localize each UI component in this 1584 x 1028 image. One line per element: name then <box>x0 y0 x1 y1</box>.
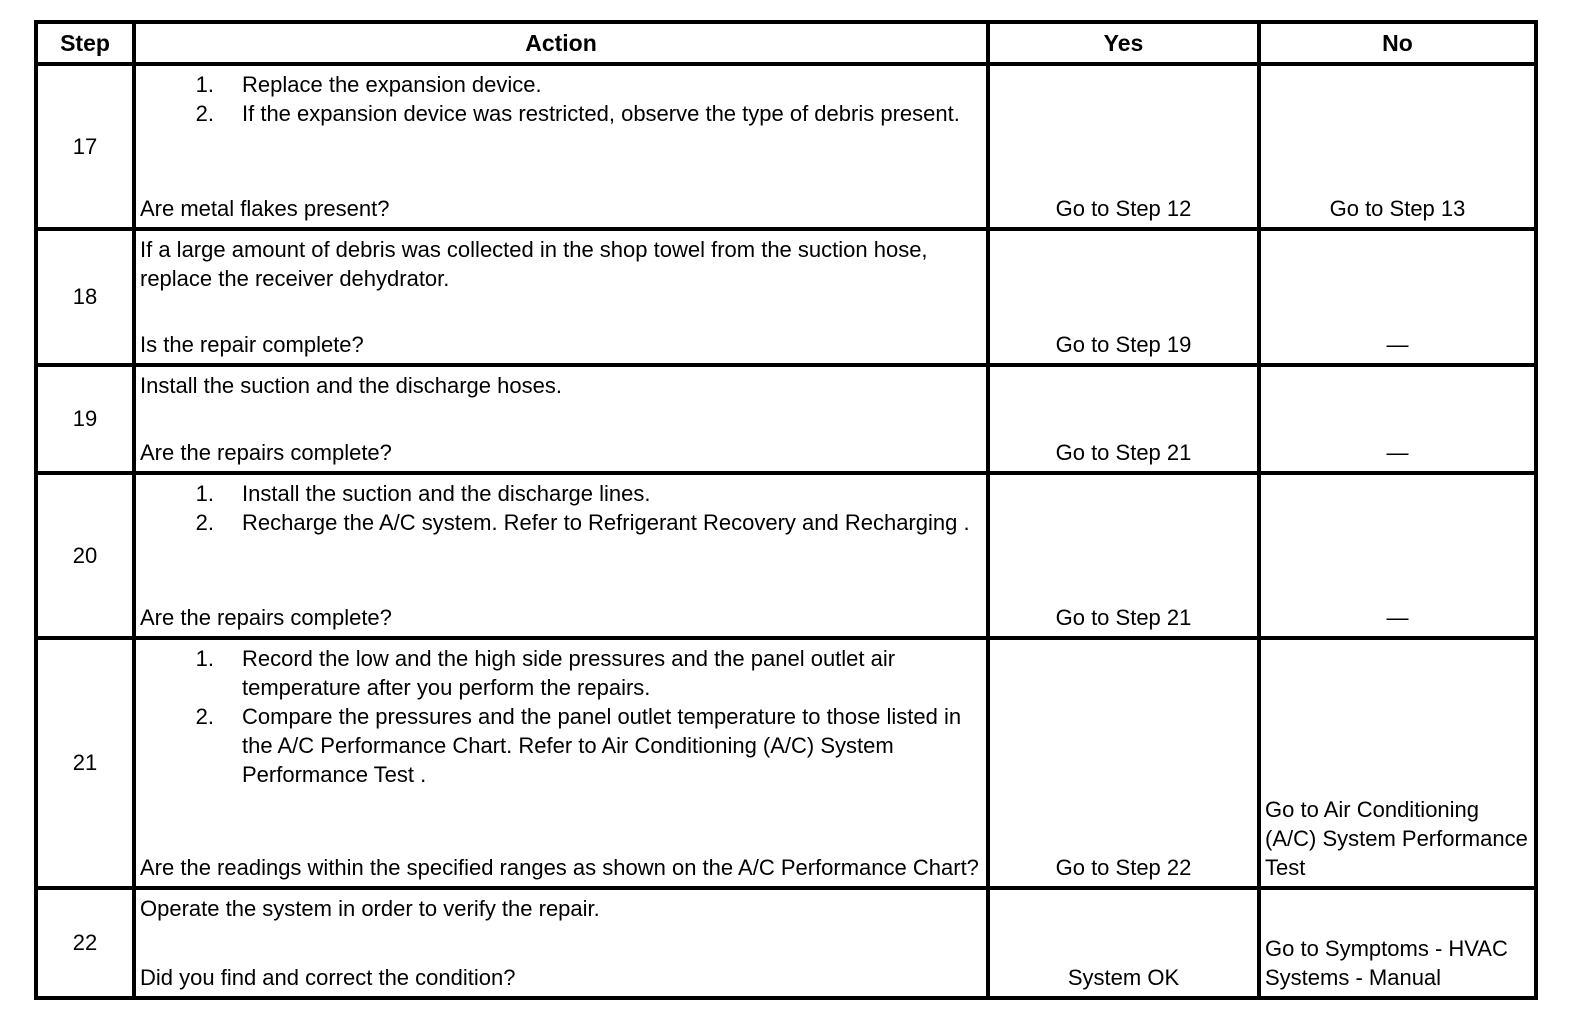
action-cell <box>134 638 988 888</box>
item-number: 2. <box>195 510 214 535</box>
no-cell <box>1259 229 1536 365</box>
item-number: 2. <box>195 101 214 126</box>
yes-cell <box>988 229 1259 365</box>
item-number: 1. <box>195 72 214 97</box>
table-row <box>36 64 1536 229</box>
no-link[interactable]: Go to Step 13 <box>1329 196 1466 221</box>
no-cell <box>1259 638 1536 888</box>
step-number: 21 <box>36 638 134 888</box>
action-cell <box>134 473 988 638</box>
action-question: Are the repairs complete? <box>140 605 392 630</box>
list-item <box>140 479 986 508</box>
yes-cell <box>988 473 1259 638</box>
header-row <box>36 22 1536 64</box>
header-no: No <box>1259 22 1536 64</box>
no-link[interactable]: Go to Symptoms - HVAC Systems - Manual <box>1265 936 1508 990</box>
yes-result: System OK <box>1067 965 1180 990</box>
step-number: 19 <box>36 365 134 473</box>
item-number: 1. <box>195 481 214 506</box>
table-row <box>36 473 1536 638</box>
action-text: Install the suction and the discharge hoses. <box>140 373 562 398</box>
no-dash: — <box>1386 440 1409 465</box>
action-cell <box>134 365 988 473</box>
action-steps <box>140 644 986 789</box>
item-text: Recharge the A/C system. Refer to Refrigerant Recovery and Recharging . <box>242 510 970 535</box>
table-row <box>36 229 1536 365</box>
no-dash: — <box>1386 332 1409 357</box>
header-yes: Yes <box>988 22 1259 64</box>
header-step: Step <box>36 22 134 64</box>
action-text: Operate the system in order to verify the repair. <box>140 896 600 921</box>
action-steps <box>140 479 986 537</box>
step-number: 18 <box>36 229 134 365</box>
no-cell <box>1259 473 1536 638</box>
no-cell <box>1259 888 1536 998</box>
step-number: 17 <box>36 64 134 229</box>
table-row <box>36 888 1536 998</box>
step-number: 22 <box>36 888 134 998</box>
list-item <box>140 99 986 128</box>
item-text: Compare the pressures and the panel outlet temperature to those listed in the A/C Performance Chart. Refer to Air Conditioning (A/C) System Performance Test . <box>242 704 962 787</box>
yes-cell <box>988 64 1259 229</box>
yes-link[interactable]: Go to Step 21 <box>1055 440 1192 465</box>
action-cell <box>134 64 988 229</box>
step-number: 20 <box>36 473 134 638</box>
action-question: Are metal flakes present? <box>140 196 390 221</box>
yes-link[interactable]: Go to Step 12 <box>1055 196 1192 221</box>
list-item <box>140 702 986 789</box>
no-link[interactable]: Go to Air Conditioning (A/C) System Performance Test <box>1265 797 1528 880</box>
action-steps <box>140 70 986 128</box>
yes-cell <box>988 365 1259 473</box>
yes-cell <box>988 888 1259 998</box>
action-question: Are the readings within the specified ranges as shown on the A/C Performance Chart? <box>140 855 979 880</box>
action-question: Is the repair complete? <box>140 332 364 357</box>
item-number: 2. <box>195 704 214 729</box>
action-question: Did you find and correct the condition? <box>140 965 516 990</box>
table-row <box>36 365 1536 473</box>
no-cell <box>1259 365 1536 473</box>
list-item <box>140 508 986 537</box>
action-cell <box>134 229 988 365</box>
list-item <box>140 644 986 702</box>
header-action: Action <box>134 22 988 64</box>
yes-link[interactable]: Go to Step 21 <box>1055 605 1192 630</box>
list-item <box>140 70 986 99</box>
diagnostic-table <box>34 20 1538 1000</box>
yes-link[interactable]: Go to Step 19 <box>1055 332 1192 357</box>
item-text: Replace the expansion device. <box>242 72 542 97</box>
yes-link[interactable]: Go to Step 22 <box>1055 855 1192 880</box>
yes-cell <box>988 638 1259 888</box>
action-question: Are the repairs complete? <box>140 440 392 465</box>
no-dash: — <box>1386 605 1409 630</box>
item-number: 1. <box>195 646 214 671</box>
table-row <box>36 638 1536 888</box>
action-cell <box>134 888 988 998</box>
item-text: Install the suction and the discharge lines. <box>242 481 651 506</box>
no-cell <box>1259 64 1536 229</box>
action-text: If a large amount of debris was collected in the shop towel from the suction hose, replace the receiver dehydrator. <box>140 237 928 291</box>
item-text: If the expansion device was restricted, observe the type of debris present. <box>242 101 960 126</box>
item-text: Record the low and the high side pressures and the panel outlet air temperature after you perform the repairs. <box>242 646 896 700</box>
